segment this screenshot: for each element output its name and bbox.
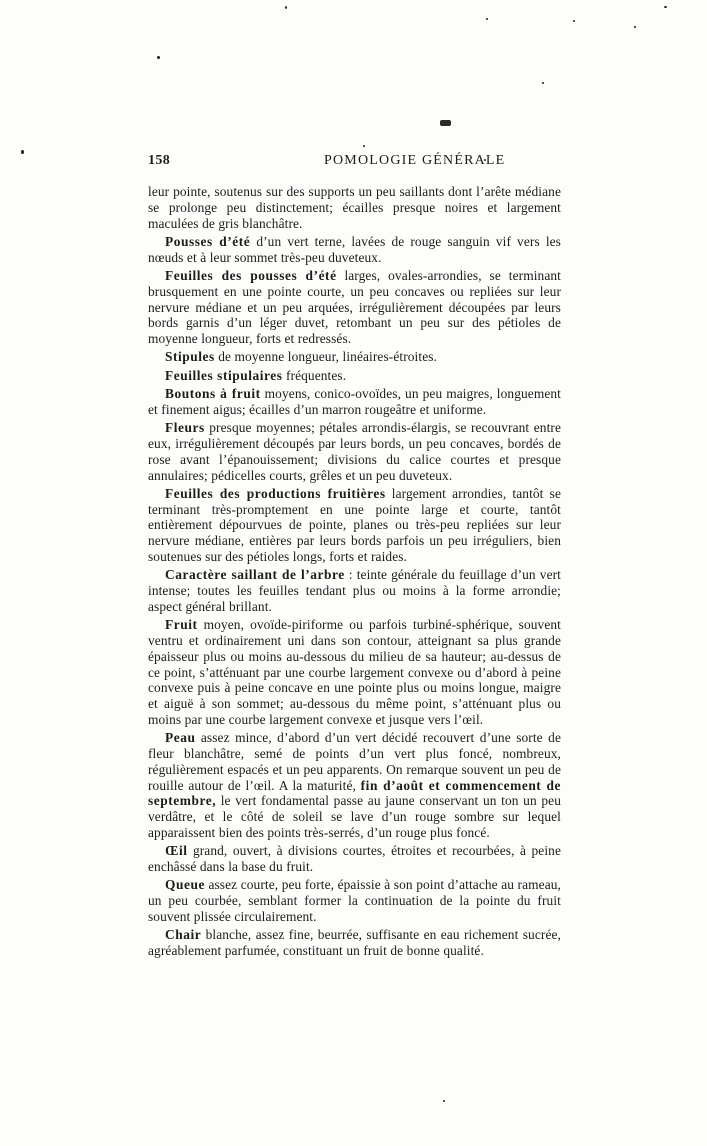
bold-lead-term: Caractère saillant de l’arbre: [165, 567, 345, 583]
bold-lead-term: Feuilles des pousses d’été: [165, 267, 337, 283]
paragraph: [148, 567, 561, 614]
body-run: de moyenne longueur, linéaires-étroites.: [214, 349, 437, 365]
scan-speck: [21, 150, 24, 154]
paragraph: [148, 843, 561, 875]
body-run: grand, ouvert, à divisions courtes, étroites et recourbées, à peine enchâssé dans la base du fruit.: [148, 843, 561, 875]
bold-lead-term: Pousses d’été: [165, 233, 251, 249]
paragraph: [148, 486, 561, 565]
bold-lead-term: Boutons à fruit: [165, 386, 261, 402]
bold-lead-term: Fleurs: [165, 420, 205, 436]
scan-speck: [285, 6, 287, 9]
body-run: moyen, ovoïde-piriforme ou parfois turbiné-sphérique, souvent ventru et ordinairement uni dans son contour, atteignant sa plus grande épaisseur plus ou moins au-dessous du milieu de sa hauteur; au-dessus de ce point, s’atténuant par une courbe largement convexe ou d’abord à peine convexe puis à peine concave en une pointe plus ou moins longue, maigre et aiguë à son sommet; au-dessous du même point, s’atténuant plus ou moins par une courbe largement convexe et jusque vers l’œil.: [148, 617, 561, 727]
body-run: larges, ovales-arrondies, se terminant brusquement en une pointe courte, un peu concaves ou repliées sur leur nervure médiane et un peu arquées, irrégulièrement découpées par leurs bords garnis d’un léger duvet, retombant un peu sur des pétioles de moyenne longueur, forts et redressés.: [148, 267, 561, 347]
bold-lead-term: Feuilles stipulaires: [165, 367, 283, 383]
paragraph: [148, 184, 561, 231]
paragraph: [148, 420, 561, 483]
paragraph: [148, 268, 561, 347]
body-run: moyens, conico-ovoïdes, un peu maigres, longuement et finement aigus; écailles d’un marron rougeâtre et uniforme.: [148, 386, 562, 417]
bold-lead-term: Fruit: [165, 617, 198, 633]
body-run: fréquentes.: [282, 367, 347, 383]
page-header: [148, 153, 561, 173]
running-title: POMOLOGIE GÉNÉRALE: [324, 153, 506, 168]
body-run: largement arrondies, tantôt se terminant très-promptement en une pointe large et courte, tantôt entièrement dépourvues de pointe, planes ou très-peu repliées sur leur nervure médiane, entières par leurs bords parfois un peu irréguliers, bien soutenues sur des pétioles longs, forts et raides.: [148, 485, 561, 565]
scan-speck: [157, 56, 160, 59]
paragraph: [148, 617, 561, 728]
scan-speck: [664, 6, 667, 8]
body-run: assez courte, peu forte, épaissie à son point d’attache au rameau, un peu courbée, semblant former la continuation de la pointe du fruit souvent plissée circulairement.: [148, 877, 561, 925]
scan-speck: [634, 26, 636, 28]
body-run: assez mince, d’abord d’un vert décidé recouvert d’une sorte de fleur blanchâtre, semé de points d’un vert plus foncé, nombreux, régulièrement espacés et un peu apparents. On remarque souvent un peu de rouille autour de l’œil. A la maturité,: [148, 730, 561, 793]
body-run: presque moyennes; pétales arrondis-élargis, se recouvrant entre eux, irrégulièrement découpés par leurs bords, un peu concaves, bordés de rose avant l’épanouissement; divisions du calice courtes et presque annulaires; pédicelles courts, grêles et un peu duveteux.: [148, 420, 561, 483]
bold-lead-term: Chair: [165, 927, 202, 943]
bold-lead-term: fin d’août et commencement de septembre,: [148, 777, 561, 809]
paragraph: [148, 368, 561, 384]
paragraph: [148, 877, 561, 924]
paragraph: [148, 730, 561, 841]
bold-lead-term: Œil: [165, 843, 188, 859]
scan-speck: [573, 20, 575, 22]
paragraph: [148, 349, 561, 365]
bold-lead-term: Peau: [165, 730, 196, 746]
bold-lead-term: Stipules: [165, 349, 215, 365]
scan-speck: [443, 1100, 445, 1102]
scan-speck: [486, 18, 488, 20]
body-run: le vert fondamental passe au jaune conservant un ton un peu verdâtre, et le côté de soleil se lave d’un rouge sombre sur lequel apparaissent bien des points très-serrés, d’un rouge plus foncé.: [148, 793, 561, 841]
page-number: 158: [148, 153, 171, 168]
body-run: leur pointe, soutenus sur des supports un peu saillants dont l’arête médiane se prolonge peu distinctement; écailles presque noires et largement maculées de gris blanchâtre.: [148, 184, 561, 231]
body-text: [148, 184, 561, 959]
paragraph: [148, 234, 561, 266]
scan-blot: [440, 120, 451, 126]
paragraph: [148, 386, 561, 418]
bold-lead-term: Feuilles des productions fruitières: [165, 485, 386, 501]
body-run: : teinte générale du feuillage d’un vert intense; toutes les feuilles tendant plus ou moins à la forme arrondie; aspect général brillant.: [148, 567, 561, 614]
body-run: d’un vert terne, lavées de rouge sanguin vif vers les nœuds et à leur sommet très-peu duveteux.: [148, 233, 561, 265]
body-run: blanche, assez fine, beurrée, suffisante en eau richement sucrée, agréablement parfumée, constituant un fruit de bonne qualité.: [148, 927, 561, 959]
paragraph: [148, 927, 561, 959]
scan-speck: [542, 82, 544, 84]
scan-speck: [363, 145, 365, 147]
bold-lead-term: Queue: [165, 877, 205, 893]
